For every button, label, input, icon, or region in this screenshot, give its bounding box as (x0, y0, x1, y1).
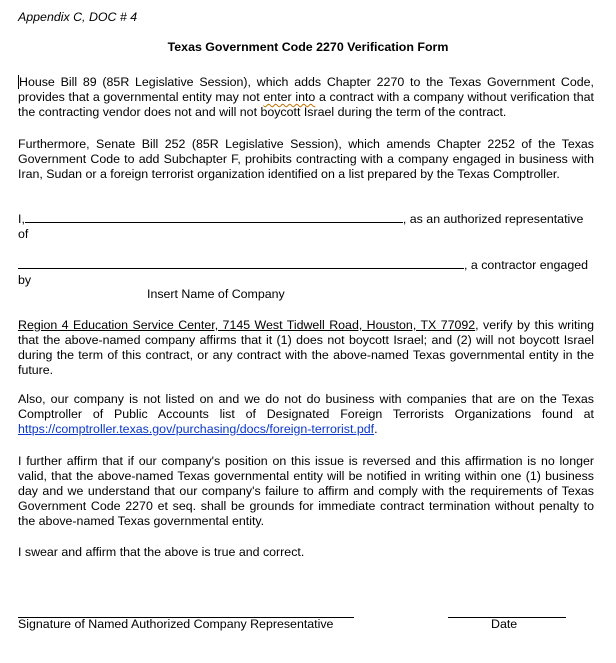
company-name-blank[interactable] (18, 257, 464, 269)
paragraph-affirm: I further affirm that if our company's position on this issue is reversed and this affirmation is no longer valid, that the above-named Texas governmental entity will be notified in writing within one (1) business day and we understand that our company's failure to affirm and comply with the requirements of Texas Government Code 2270 et seq. shall be grounds for immediate contract termination without penalty to the above-named Texas governmental entity. (18, 454, 594, 528)
p1-spellcheck-phrase: enter into (263, 90, 316, 104)
signature-label: Signature of Named Authorized Company Representative (18, 617, 334, 631)
representative-name-blank[interactable] (25, 211, 403, 223)
p4-text-a: , a contractor engaged by (18, 258, 588, 287)
p1-text-a: House Bill 89 (85R Legislative Session), which adds Chapter 2270 to the Texas Government Code, provides that a governmental entity may not (18, 75, 594, 104)
paragraph-senate-bill: Furthermore, Senate Bill 252 (85R Legislative Session), which amends Chapter 2252 of the Texas Government Code to add Subchapter F, prohibits contracting with a company engaged in business with Iran, Sudan or a foreign terrorist organization identified on a list prepared by the Texas Comptroller. (18, 137, 594, 181)
p3-text-a: I, (18, 212, 25, 226)
date-label: Date (491, 617, 518, 631)
p3-text-b: , as an authorized representative of (18, 212, 584, 241)
governmental-entity-address: Region 4 Education Service Center, 7145 West Tidwell Road, Houston, TX 77092 (18, 318, 476, 332)
p5-text-b: , verify by this writing that the above-named company affirms that it (1) does not boycott Israel; and (2) will not boycott Israel during the term of this contract, or any contract with the above-named Texas governmental entity in the future. (18, 318, 594, 377)
paragraph-house-bill (18, 75, 594, 120)
paragraph-contractor (18, 257, 594, 288)
p6-text-a: Also, our company is not listed on and we do not do business with companies that are on the Texas Comptroller of Public Accounts list of Designated Foreign Terrorists Organizations found at (18, 392, 594, 421)
paragraph-swear: I swear and affirm that the above is true and correct. (18, 545, 305, 559)
p1-text-b: a contract with a company without verification that the contracting vendor does not and will not boycott Israel during the term of the contract. (18, 90, 594, 119)
form-title: Texas Government Code 2270 Verification Form (167, 40, 449, 54)
p6-text-b: . (374, 422, 378, 436)
paragraph-terrorist-list (18, 392, 594, 437)
paragraph-representative (18, 211, 594, 242)
insert-company-caption: Insert Name of Company (147, 287, 285, 301)
appendix-label: Appendix C, DOC # 4 (18, 10, 138, 24)
comptroller-link[interactable]: https://comptroller.texas.gov/purchasing/docs/foreign-terrorist.pdf (18, 422, 375, 436)
paragraph-verify (18, 318, 594, 378)
